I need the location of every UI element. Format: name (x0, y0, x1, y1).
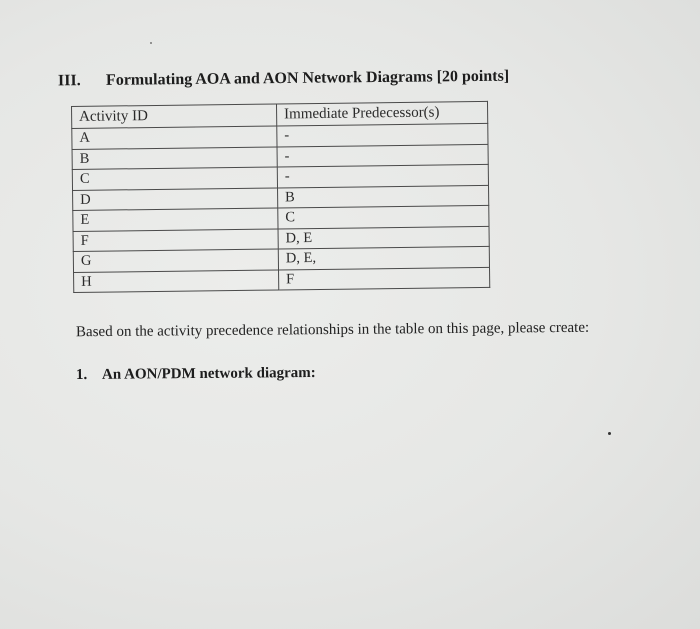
predecessor-cell: - (277, 164, 488, 187)
instructions-text: Based on the activity precedence relationships in the table on this page, please create: (75, 319, 590, 341)
predecessor-cell: D, E (278, 226, 489, 249)
activity-id-cell: D (73, 187, 278, 210)
paper-speck (150, 42, 152, 44)
activity-id-cell: A (72, 126, 277, 149)
list-item-text: An AON/PDM network diagram: (101, 364, 316, 383)
activity-id-cell: B (72, 146, 277, 169)
predecessor-cell: C (278, 205, 489, 228)
header-immediate-predecessors: Immediate Predecessor(s) (276, 101, 487, 126)
predecessor-cell: - (277, 123, 488, 146)
predecessor-cell: - (277, 144, 488, 167)
activity-id-cell: G (73, 249, 278, 272)
table-row (74, 267, 490, 293)
predecessor-cell: F (279, 267, 490, 290)
predecessor-cell: B (278, 185, 489, 208)
section-title: Formulating AOA and AON Network Diagrams [20 points] (105, 67, 510, 89)
header-activity-id: Activity ID (72, 104, 277, 129)
activity-id-cell: H (74, 269, 279, 292)
list-item-number: 1. (75, 366, 88, 384)
paper-speck (608, 432, 611, 435)
activity-id-cell: C (72, 167, 277, 190)
section-heading (58, 68, 509, 91)
predecessor-cell: D, E, (278, 246, 489, 269)
list-item (76, 365, 316, 384)
section-numeral: III. (57, 72, 81, 90)
precedence-table (71, 101, 490, 293)
activity-id-cell: F (73, 228, 278, 251)
precedence-table-container (71, 101, 490, 293)
activity-id-cell: E (73, 208, 278, 231)
